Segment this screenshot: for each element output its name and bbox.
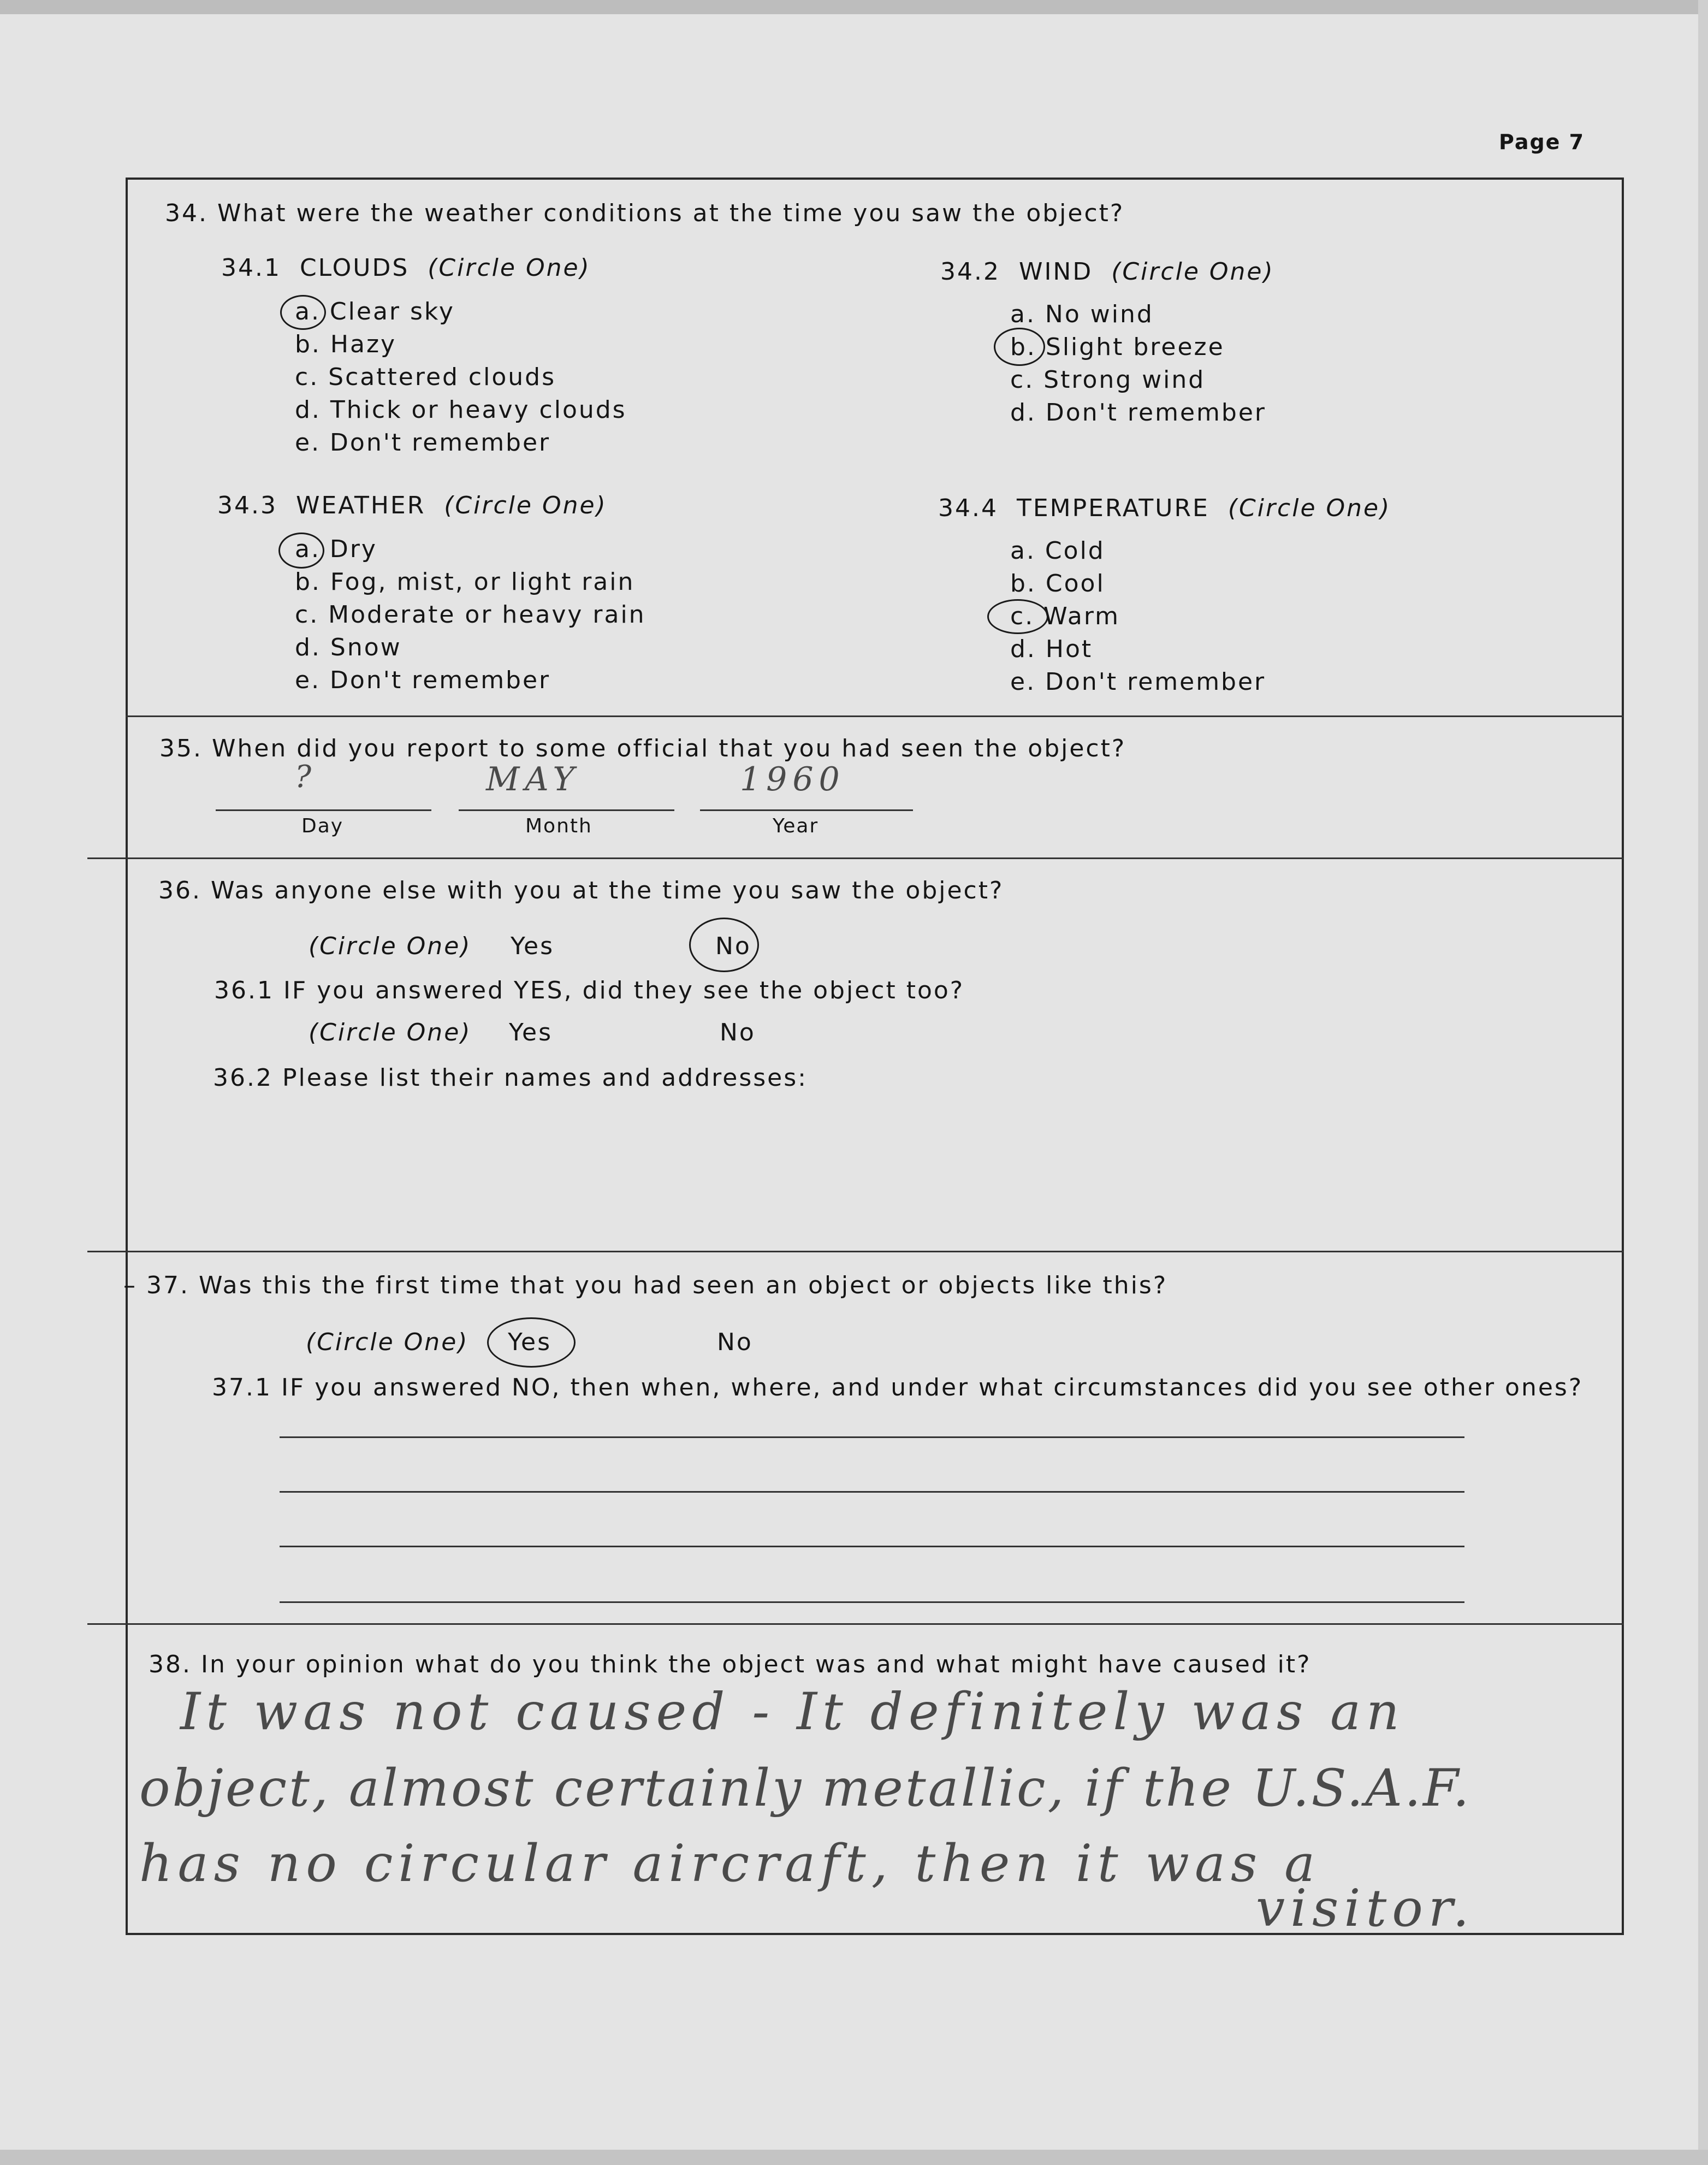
weather-selection-circle (278, 533, 324, 569)
q35-year-value: 1960 (740, 760, 845, 798)
scan-top-edge (0, 0, 1708, 14)
divider-35-36 (87, 857, 1624, 859)
month-label: Month (525, 815, 592, 837)
wind-selection-circle (994, 328, 1045, 366)
wind-option-c[interactable]: c. Strong wind (1010, 366, 1206, 394)
scan-right-edge (1698, 0, 1708, 2165)
clouds-option-d[interactable]: d. Thick or heavy clouds (295, 396, 627, 424)
q36-1-instruction: (Circle One) (309, 1019, 472, 1046)
q35-question: 35. When did you report to some official that you had seen the object? (159, 735, 1126, 762)
q35-month-value: MAY (486, 760, 580, 798)
temperature-selection-circle (987, 599, 1048, 634)
divider-34-35 (126, 715, 1624, 717)
q38-answer-line-2: object, almost certainly metallic, if the U.S.A.F. (139, 1759, 1472, 1818)
q37-1-question: 37.1 IF you answered NO, then when, where, and under what circumstances did you see other ones? (212, 1374, 1584, 1401)
q38-answer-line-4: visitor. (1256, 1879, 1475, 1938)
q37-1-answer-line-2[interactable] (280, 1491, 1464, 1493)
wind-option-d[interactable]: d. Don't remember (1010, 399, 1266, 427)
q38-question: 38. In your opinion what do you think the object was and what might have caused it? (149, 1651, 1312, 1678)
q37-1-answer-line-4[interactable] (280, 1601, 1464, 1603)
q37-selection-circle (487, 1317, 576, 1368)
temperature-option-e[interactable]: e. Don't remember (1010, 668, 1266, 696)
q37-no[interactable]: No (717, 1328, 753, 1356)
scan-bottom-edge (0, 2150, 1708, 2165)
page-number: Page 7 (1499, 130, 1585, 154)
q37-1-answer-line-3[interactable] (280, 1546, 1464, 1547)
q34-2-heading: 34.2 WIND (Circle One) (940, 258, 1274, 286)
month-line (459, 809, 674, 811)
q36-selection-circle (689, 918, 759, 972)
q37-1-answer-line-1[interactable] (280, 1436, 1464, 1438)
clouds-option-a[interactable]: a. Clear sky (295, 298, 455, 326)
divider-36-37 (87, 1251, 1624, 1252)
weather-option-c[interactable]: c. Moderate or heavy rain (295, 601, 646, 629)
q37-instruction: (Circle One) (306, 1328, 469, 1356)
clouds-option-b[interactable]: b. Hazy (295, 330, 397, 358)
clouds-option-c[interactable]: c. Scattered clouds (295, 363, 556, 391)
q37-yes[interactable]: Yes (508, 1328, 552, 1356)
q37-question: – 37. Was this the first time that you had seen an object or objects like this? (123, 1271, 1168, 1299)
wind-option-b[interactable]: b. Slight breeze (1010, 333, 1225, 361)
q34-4-heading: 34.4 TEMPERATURE (Circle One) (938, 494, 1391, 522)
wind-option-a[interactable]: a. No wind (1010, 300, 1154, 328)
q36-yes[interactable]: Yes (511, 932, 555, 960)
q36-1-no[interactable]: No (720, 1019, 756, 1046)
temperature-option-a[interactable]: a. Cold (1010, 537, 1105, 565)
divider-37-38 (87, 1623, 1624, 1625)
q34-3-heading: 34.3 WEATHER (Circle One) (217, 492, 607, 519)
q38-answer-line-3: has no circular aircraft, then it was a (139, 1834, 1321, 1894)
q34-question: 34. What were the weather conditions at the time you saw the object? (165, 199, 1125, 227)
year-line (700, 809, 913, 811)
q36-question: 36. Was anyone else with you at the time you saw the object? (158, 877, 1004, 904)
weather-option-d[interactable]: d. Snow (295, 634, 402, 661)
temperature-option-c[interactable]: c. Warm (1010, 602, 1120, 630)
clouds-option-e[interactable]: e. Don't remember (295, 429, 551, 457)
q35-day-value: ? (295, 759, 317, 795)
q36-no[interactable]: No (715, 932, 751, 960)
q36-instruction: (Circle One) (309, 932, 472, 960)
q38-answer-line-1: It was not caused - It definitely was an (180, 1682, 1405, 1742)
temperature-option-b[interactable]: b. Cool (1010, 570, 1105, 598)
clouds-selection-circle (280, 295, 326, 330)
q36-1-question: 36.1 IF you answered YES, did they see the object too? (214, 977, 965, 1004)
weather-option-b[interactable]: b. Fog, mist, or light rain (295, 568, 635, 596)
temperature-option-d[interactable]: d. Hot (1010, 635, 1093, 663)
day-label: Day (301, 815, 344, 837)
weather-option-a[interactable]: a. Dry (295, 535, 377, 563)
year-label: Year (773, 815, 819, 837)
day-line (216, 809, 431, 811)
weather-option-e[interactable]: e. Don't remember (295, 666, 551, 694)
q34-1-heading: 34.1 CLOUDS (Circle One) (221, 254, 591, 282)
q36-2-question: 36.2 Please list their names and addresses: (213, 1064, 808, 1092)
q36-1-yes[interactable]: Yes (509, 1019, 553, 1046)
